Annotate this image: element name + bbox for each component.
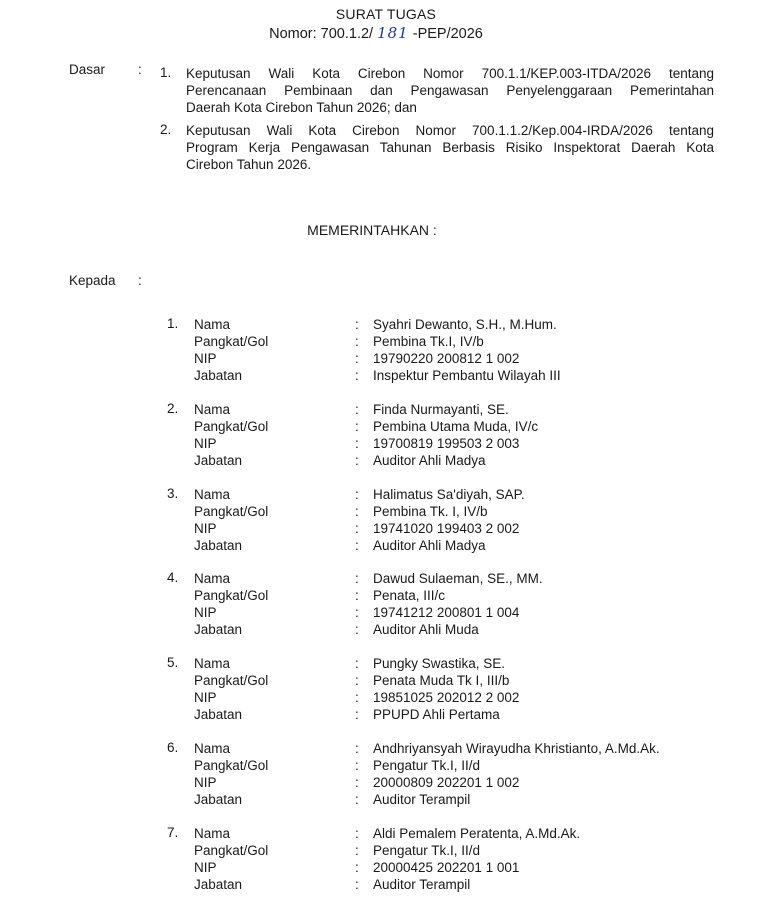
person-number: 7.	[167, 825, 179, 840]
field-value: 19741020 199403 2 002	[373, 521, 520, 536]
field-colon: :	[355, 453, 359, 468]
dasar-item-line: Perencanaan Pembinaan dan Pengawasan Penyelenggaraan Pemerintahan	[186, 83, 714, 98]
person-number: 6.	[167, 740, 179, 755]
dasar-item-line: Daerah Kota Cirebon Tahun 2026; dan	[186, 100, 417, 115]
person-entry	[0, 655, 772, 727]
field-colon: :	[355, 317, 359, 332]
field-value: Auditor Terampil	[373, 792, 471, 807]
memerintahkan-heading: MEMERINTAHKAN :	[307, 222, 437, 238]
field-label: Jabatan	[194, 877, 243, 892]
kepada-colon: :	[138, 273, 142, 288]
dasar-item-number: 2.	[160, 122, 172, 137]
field-value: Auditor Ahli Madya	[373, 453, 486, 468]
field-colon: :	[355, 402, 359, 417]
field-label: Jabatan	[194, 622, 243, 637]
field-value: Dawud Sulaeman, SE., MM.	[373, 571, 543, 586]
field-colon: :	[355, 826, 359, 841]
dasar-item-number: 1.	[160, 65, 172, 80]
field-label: Nama	[194, 826, 231, 841]
field-colon: :	[355, 690, 359, 705]
field-value: PPUPD Ahli Pertama	[373, 707, 500, 722]
field-value: Pengatur Tk.I, II/d	[373, 843, 481, 858]
dasar-label: Dasar	[69, 62, 106, 77]
field-colon: :	[355, 588, 359, 603]
field-label: Pangkat/Gol	[194, 504, 269, 519]
field-value: 19790220 200812 1 002	[373, 351, 520, 366]
field-colon: :	[355, 419, 359, 434]
field-value: Halimatus Sa'diyah, SAP.	[373, 487, 525, 502]
field-label: NIP	[194, 351, 217, 366]
field-colon: :	[355, 334, 359, 349]
field-label: NIP	[194, 775, 217, 790]
field-colon: :	[355, 758, 359, 773]
handwritten-number: 181	[377, 24, 409, 42]
field-colon: :	[355, 860, 359, 875]
field-label: Pangkat/Gol	[194, 419, 269, 434]
dasar-item-text	[186, 122, 714, 173]
field-value: Penata Muda Tk I, III/b	[373, 673, 510, 688]
dasar-item-line: Program Kerja Pengawasan Tahunan Berbasis Risiko Inspektorat Daerah Kota	[186, 140, 714, 155]
field-label: NIP	[194, 436, 217, 451]
field-value: Pembina Utama Muda, IV/c	[373, 419, 539, 434]
field-label: Nama	[194, 741, 231, 756]
field-value: Pengatur Tk.I, II/d	[373, 758, 481, 773]
dasar-item-line: Cirebon Tahun 2026.	[186, 157, 312, 172]
dasar-item-line: Keputusan Wali Kota Cirebon Nomor 700.1.1/KEP.003-ITDA/2026 tentang	[186, 66, 714, 81]
person-entry	[0, 316, 772, 388]
field-colon: :	[355, 843, 359, 858]
document-number	[0, 24, 752, 42]
field-value: Aldi Pemalem Peratenta, A.Md.Ak.	[373, 826, 581, 841]
kepada-label: Kepada	[69, 273, 116, 288]
person-number: 3.	[167, 486, 179, 501]
field-label: NIP	[194, 605, 217, 620]
field-colon: :	[355, 521, 359, 536]
field-label: NIP	[194, 690, 217, 705]
person-entry	[0, 401, 772, 473]
field-colon: :	[355, 436, 359, 451]
field-label: Nama	[194, 402, 231, 417]
person-entry	[0, 825, 772, 897]
person-number: 1.	[167, 316, 179, 331]
field-label: Jabatan	[194, 368, 243, 383]
field-value: 19700819 199503 2 003	[373, 436, 520, 451]
person-number: 5.	[167, 655, 179, 670]
field-label: Jabatan	[194, 453, 243, 468]
person-number: 4.	[167, 570, 179, 585]
field-value: Auditor Ahli Muda	[373, 622, 479, 637]
field-label: Nama	[194, 656, 231, 671]
field-label: Pangkat/Gol	[194, 334, 269, 349]
field-label: Jabatan	[194, 538, 243, 553]
field-colon: :	[355, 538, 359, 553]
field-value: Pungky Swastika, SE.	[373, 656, 506, 671]
dasar-item-text	[186, 65, 714, 116]
field-value: Pembina Tk.I, IV/b	[373, 334, 484, 349]
person-entry	[0, 740, 772, 812]
field-label: Pangkat/Gol	[194, 588, 269, 603]
person-entry	[0, 486, 772, 558]
field-value: Inspektur Pembantu Wilayah III	[373, 368, 561, 383]
field-colon: :	[355, 792, 359, 807]
field-value: Auditor Ahli Madya	[373, 538, 486, 553]
field-colon: :	[355, 487, 359, 502]
field-colon: :	[355, 351, 359, 366]
field-value: Finda Nurmayanti, SE.	[373, 402, 509, 417]
dasar-item-line: Keputusan Wali Kota Cirebon Nomor 700.1.1.2/Kep.004-IRDA/2026 tentang	[186, 123, 714, 138]
field-label: Pangkat/Gol	[194, 843, 269, 858]
field-label: Pangkat/Gol	[194, 673, 269, 688]
field-colon: :	[355, 571, 359, 586]
field-colon: :	[355, 656, 359, 671]
field-label: NIP	[194, 521, 217, 536]
number-prefix: Nomor: 700.1.2/	[269, 26, 374, 42]
field-colon: :	[355, 605, 359, 620]
field-label: NIP	[194, 860, 217, 875]
field-colon: :	[355, 741, 359, 756]
number-suffix: -PEP/2026	[412, 26, 483, 42]
field-colon: :	[355, 775, 359, 790]
dasar-colon: :	[138, 62, 142, 77]
field-colon: :	[355, 877, 359, 892]
field-value: Andhriyansyah Wirayudha Khristianto, A.Md.Ak.	[373, 741, 660, 756]
field-label: Pangkat/Gol	[194, 758, 269, 773]
field-value: Syahri Dewanto, S.H., M.Hum.	[373, 317, 557, 332]
field-value: 20000809 202201 1 002	[373, 775, 520, 790]
field-label: Nama	[194, 317, 231, 332]
field-label: Nama	[194, 571, 231, 586]
field-label: Nama	[194, 487, 231, 502]
field-colon: :	[355, 622, 359, 637]
person-number: 2.	[167, 401, 179, 416]
document-title: SURAT TUGAS	[335, 6, 437, 22]
field-value: Penata, III/c	[373, 588, 446, 603]
field-value: Auditor Terampil	[373, 877, 471, 892]
field-colon: :	[355, 504, 359, 519]
field-colon: :	[355, 673, 359, 688]
field-label: Jabatan	[194, 792, 243, 807]
field-value: Pembina Tk. I, IV/b	[373, 504, 488, 519]
field-label: Jabatan	[194, 707, 243, 722]
field-colon: :	[355, 707, 359, 722]
field-value: 19741212 200801 1 004	[373, 605, 520, 620]
field-colon: :	[355, 368, 359, 383]
person-entry	[0, 570, 772, 642]
field-value: 20000425 202201 1 001	[373, 860, 520, 875]
field-value: 19851025 202012 2 002	[373, 690, 520, 705]
